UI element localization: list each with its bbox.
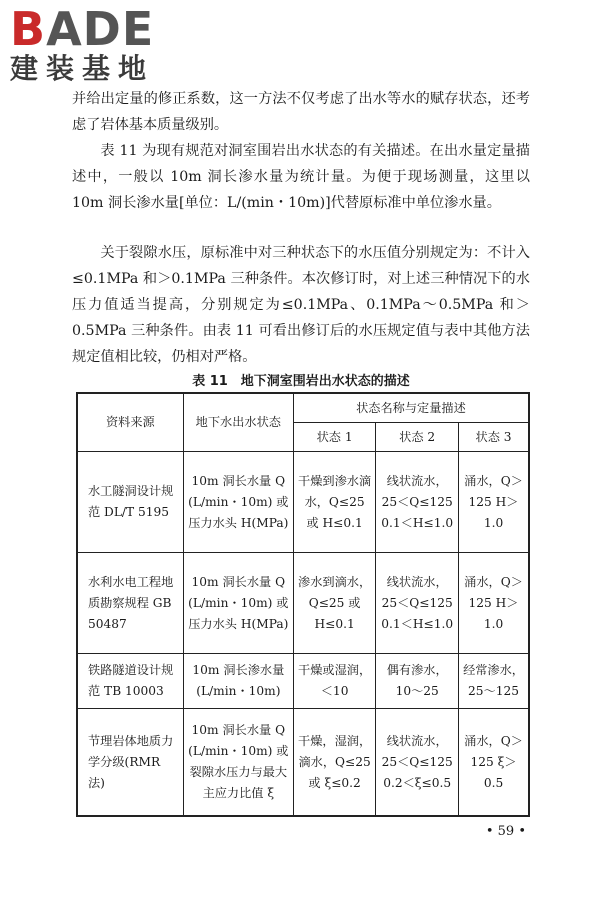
paragraph-1 bbox=[72, 86, 530, 138]
cell-s2: 偶有渗水，10～25 bbox=[376, 654, 459, 709]
table-row bbox=[77, 709, 529, 817]
cell-source: 铁路隧道设计规范 TB 10003 bbox=[77, 654, 183, 709]
cell-state: 10m 洞长水量 Q (L/min・10m) 或压力水头 H(MPa) bbox=[183, 553, 293, 654]
cell-source: 水工隧洞设计规范 DL/T 5195 bbox=[77, 452, 183, 553]
paragraph-3-text: 关于裂隙水压，原标准中对三种状态下的水压值分别规定为：不计入≤0.1MPa 和＞0.1MPa 三种条件。本次修订时，对上述三种情况下的水压力值适当提高，分别规定为≤0.1MPa、0.1MPa～0.5MPa 和＞0.5MPa 三种条件。由表 11 可看出修订后的水压规定值与表中其他方法规定值相比较，仍相对严格。 bbox=[72, 245, 530, 365]
cell-s2: 线状流水，25＜Q≤125 0.1＜H≤1.0 bbox=[376, 553, 459, 654]
paragraph-1-text: 并给出定量的修正系数，这一方法不仅考虑了出水等水的赋存状态，还考虑了岩体基本质量级别。 bbox=[72, 91, 530, 133]
cell-s3: 经常渗水，25～125 bbox=[459, 654, 529, 709]
table-row bbox=[77, 452, 529, 553]
cell-s3: 涌水，Q＞125 H＞1.0 bbox=[459, 452, 529, 553]
cell-s1: 干燥到渗水滴水，Q≤25 或 H≤0.1 bbox=[293, 452, 375, 553]
paragraph-2 bbox=[72, 138, 530, 216]
cell-source: 节理岩体地质力学分级(RMR 法) bbox=[77, 709, 183, 817]
logo-letters: ADE bbox=[46, 2, 155, 56]
cell-s1: 干燥或湿润，＜10 bbox=[293, 654, 375, 709]
logo-subtitle: 建装基地 bbox=[10, 52, 155, 85]
water-state-table bbox=[76, 392, 530, 817]
table-row bbox=[77, 654, 529, 709]
cell-source: 水利水电工程地质勘察规程 GB 50487 bbox=[77, 553, 183, 654]
header-group: 状态名称与定量描述 bbox=[293, 393, 529, 423]
header-state-2: 状态 2 bbox=[376, 423, 459, 452]
cell-s2: 线状流水，25＜Q≤125 0.1＜H≤1.0 bbox=[376, 452, 459, 553]
header-source: 资料来源 bbox=[77, 393, 183, 452]
logo-letter-b: B bbox=[10, 2, 47, 56]
header-state-1: 状态 1 bbox=[293, 423, 375, 452]
cell-s1: 干燥，湿润，滴水，Q≤25 或 ξ≤0.2 bbox=[293, 709, 375, 817]
cell-state: 10m 洞长水量 Q (L/min・10m) 或裂隙水压力与最大主应力比值 ξ bbox=[183, 709, 293, 817]
cell-state: 10m 洞长水量 Q (L/min・10m) 或压力水头 H(MPa) bbox=[183, 452, 293, 553]
table-title: 表 11 地下洞室围岩出水状态的描述 bbox=[192, 374, 410, 389]
paragraph-3 bbox=[72, 240, 530, 370]
header-state-3: 状态 3 bbox=[459, 423, 529, 452]
table-row bbox=[77, 553, 529, 654]
cell-s3: 涌水，Q＞125 ξ＞0.5 bbox=[459, 709, 529, 817]
header-state: 地下水出水状态 bbox=[183, 393, 293, 452]
cell-s2: 线状流水，25＜Q≤125 0.2＜ξ≤0.5 bbox=[376, 709, 459, 817]
page-number: • 59 • bbox=[485, 824, 526, 839]
cell-s1: 渗水到滴水，Q≤25 或 H≤0.1 bbox=[293, 553, 375, 654]
cell-s3: 涌水，Q＞125 H＞1.0 bbox=[459, 553, 529, 654]
cell-state: 10m 洞长渗水量 (L/min・10m) bbox=[183, 654, 293, 709]
brand-logo bbox=[10, 4, 180, 86]
paragraph-2-text: 表 11 为现有规范对洞室围岩出水状态的有关描述。在出水量定量描述中，一般以 10m 洞长渗水量为统计量。为便于现场测量，这里以 10m 洞长渗水量[单位：L/(min・10m)]代替原标准中单位渗水量。 bbox=[72, 143, 530, 211]
